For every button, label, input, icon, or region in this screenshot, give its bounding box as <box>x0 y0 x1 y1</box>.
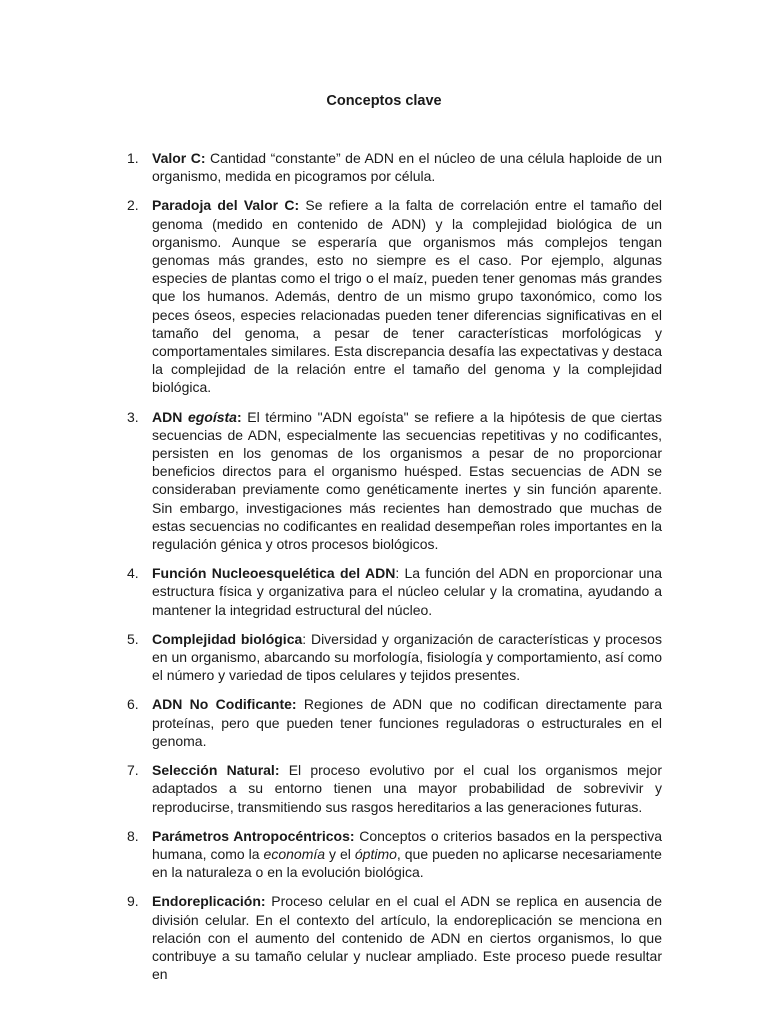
item-term: ADN No Codificante: <box>152 696 297 713</box>
item-number: 5. <box>127 630 139 647</box>
item-text: y el <box>325 845 355 862</box>
item-text-italic: óptimo <box>354 845 397 862</box>
item-term: Función Nucleoesquelética del ADN <box>152 565 396 582</box>
item-number: 9. <box>127 893 139 910</box>
item-term: Endoreplicación: <box>152 893 266 910</box>
item-text-italic: economía <box>263 845 326 862</box>
list-item <box>127 892 662 983</box>
item-term-colon: : <box>236 408 242 425</box>
list-item <box>127 827 662 882</box>
item-text: Cantidad “constante” de ADN en el núcleo de una célula haploide de un organismo, medida en picogramos por célula. <box>152 150 662 185</box>
item-term-italic: egoísta <box>187 408 237 425</box>
item-number: 1. <box>127 150 139 166</box>
item-number: 3. <box>127 408 139 425</box>
list-item <box>127 630 662 685</box>
list-item <box>127 149 662 185</box>
item-term: Paradoja del Valor C: <box>152 197 300 214</box>
list-item <box>127 761 662 816</box>
item-text: Conceptos o criterios basados en la perspectiva humana, como la <box>152 827 662 862</box>
item-number: 7. <box>127 762 139 779</box>
item-text: Regiones de ADN que no codifican directamente para proteínas, pero que pueden tener funciones reguladoras o estructurales en el genoma. <box>152 696 662 749</box>
page-title: Conceptos clave <box>326 93 442 109</box>
list-item <box>127 695 662 750</box>
list-item <box>127 196 662 396</box>
item-number: 2. <box>127 197 139 214</box>
item-text: Proceso celular en el cual el ADN se replica en ausencia de división celular. En el contexto del artículo, la endoreplicación se menciona en relación con el aumento del contenido de ADN en ciertos organismos, lo que contribuye a su tamaño celular y nuclear ampliado. Este proceso puede resultar en <box>152 893 662 983</box>
item-number: 6. <box>127 696 139 713</box>
item-text: : Diversidad y organización de características y procesos en un organismo, abarcando su morfología, fisiología y comportamiento, así como el número y variedad de tipos celulares y tejidos presentes. <box>152 630 662 684</box>
item-number: 4. <box>127 565 139 582</box>
item-text: , que pueden no aplicarse necesariamente en la naturaleza o en la evolución biológica. <box>152 845 662 881</box>
item-term: Complejidad biológica <box>152 630 303 647</box>
item-term: Valor C: <box>152 150 206 166</box>
item-term: Parámetros Antropocéntricos: <box>152 827 355 844</box>
item-text: Se refiere a la falta de correlación entre el tamaño del genoma (medido en contenido de ADN) y la complejidad biológica de un organismo. Aunque se esperaría que organismos más complejos tengan genomas más grandes, esto no siempre es el caso. Por ejemplo, algunas especies de plantas como el trigo o el maíz, pueden tener genomas más grandes que los humanos. Además, dentro de un mismo grupo taxonómico, como los peces óseos, especies relacionadas pueden tener diferencias significativas en el tamaño del genoma, a pesar de tener características morfológicas y comportamentales similares. Esta discrepancia desafía las expectativas y destaca la complejidad de la relación entre el tamaño del genoma y la complejidad biológica. <box>152 197 662 396</box>
item-term: Selección Natural: <box>152 762 280 779</box>
item-term: ADN <box>152 408 188 425</box>
concepts-list <box>127 149 662 994</box>
list-item <box>127 408 662 554</box>
item-text: El proceso evolutivo por el cual los organismos mejor adaptados a su entorno tienen una mayor probabilidad de sobrevivir y reproducirse, transmitiendo sus rasgos hereditarios a las generaciones futuras. <box>152 762 662 815</box>
item-number: 8. <box>127 827 139 844</box>
item-text: : La función del ADN en proporcionar una estructura física y organizativa para el núcleo celular y la cromatina, ayudando a mantener la integridad estructural del núcleo. <box>152 565 662 618</box>
list-item <box>127 564 662 619</box>
item-text: El término "ADN egoísta" se refiere a la hipótesis de que ciertas secuencias de ADN, especialmente las secuencias repetitivas y no codificantes, persisten en los genomas de los organismos a pesar de no proporcionar beneficios directos para el organismo huésped. Estas secuencias de ADN se consideraban previamente como genéticamente inertes y sin función aparente. Sin embargo, investigaciones más recientes han demostrado que muchas de estas secuencias no codificantes en realidad desempeñan roles importantes en la regulación génica y otros procesos biológicos. <box>152 408 662 553</box>
